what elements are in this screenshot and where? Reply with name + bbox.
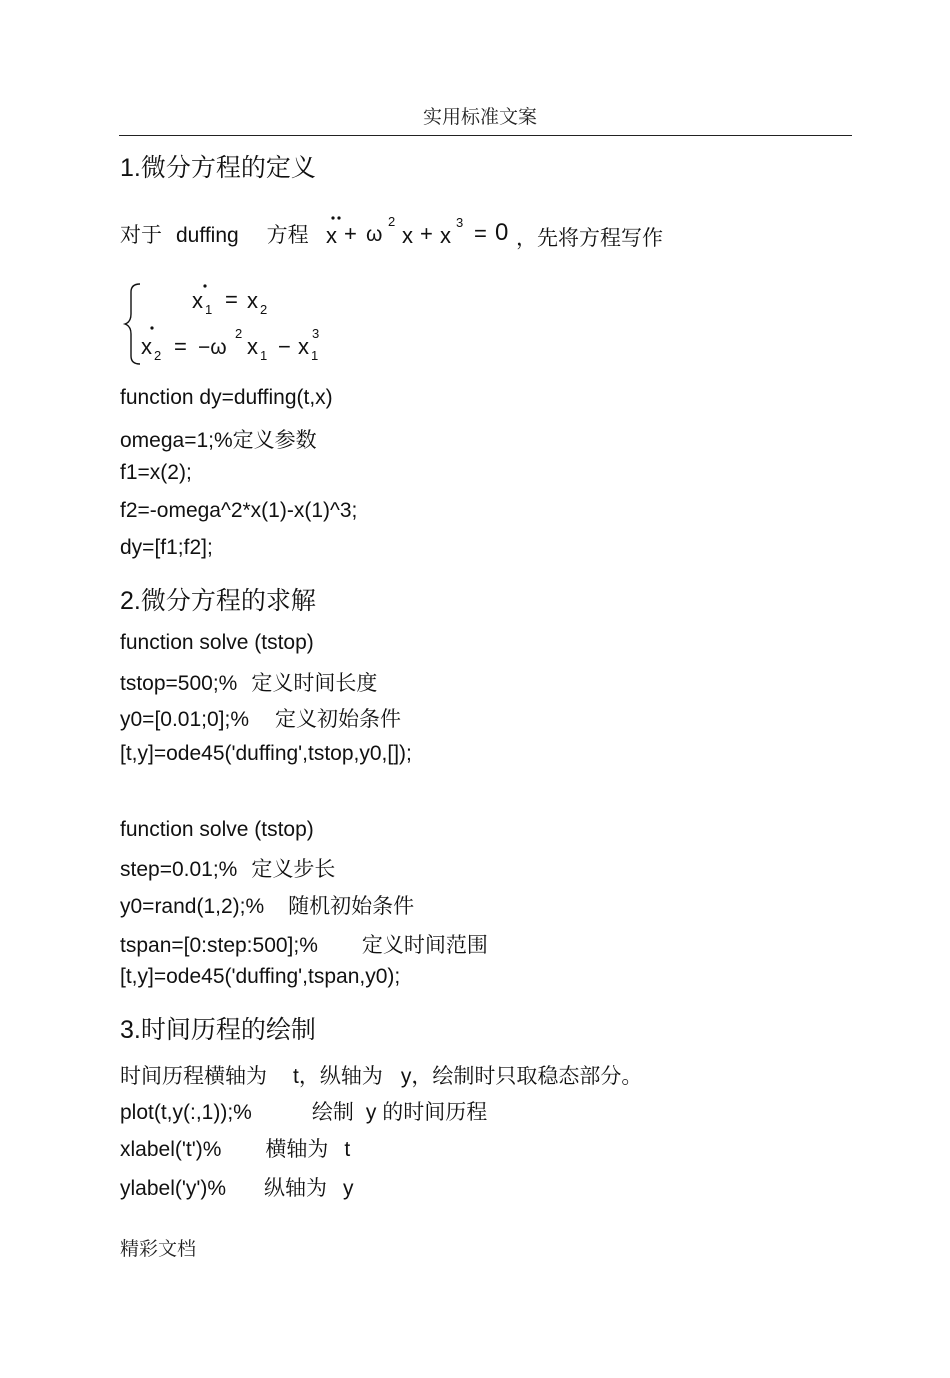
row2-minus: −: [278, 334, 291, 359]
code: tstop=500;%: [120, 672, 238, 695]
code-line: function dy=duffing(t,x): [120, 386, 333, 409]
comment: 绘制: [311, 1101, 354, 1124]
code-line: [120, 631, 314, 655]
comment-tail: y: [343, 1177, 354, 1200]
code: [t,y]=ode45('duffing',tstop,y0,[]);: [120, 742, 412, 765]
row1-x2: x: [247, 288, 258, 313]
row1-sub: 1: [205, 302, 213, 317]
code: function solve (tstop): [120, 631, 314, 654]
eq-equals: =: [474, 221, 487, 246]
section-3-heading: 3.时间历程的绘制: [120, 1016, 316, 1044]
intro-text-2: 方程: [266, 224, 309, 247]
eq-x-3: x: [440, 223, 451, 248]
row2-x1: x: [247, 334, 258, 359]
row2-dot: [150, 326, 153, 329]
row2-omega-exp: 2: [235, 326, 243, 341]
comment: 定义初始条件: [275, 708, 402, 731]
row1-x: x: [192, 288, 203, 313]
footer-text: 精彩文档: [120, 1238, 197, 1260]
code-line: [120, 929, 488, 959]
code: [t,y]=ode45('duffing',tspan,y0);: [120, 965, 401, 988]
intro-duffing: duffing: [176, 224, 239, 247]
eq-omega-exp: 2: [388, 214, 396, 229]
eq-x-exp: 3: [456, 215, 464, 230]
row1-eq: =: [225, 287, 238, 312]
row1-dot: [203, 284, 206, 287]
comment-tail: y 的时间历程: [365, 1101, 488, 1124]
code-line: f2=-omega^2*x(1)-x(1)^3;: [120, 499, 358, 522]
comment: 定义时间长度: [251, 672, 378, 695]
eq-x-2: x: [402, 223, 413, 248]
code: plot(t,y(:,1));%: [120, 1101, 252, 1124]
comment-tail: t: [344, 1138, 351, 1161]
header-divider: [119, 135, 852, 136]
comment: 定义时间范围: [361, 934, 488, 957]
code-line: dy=[f1;f2];: [120, 536, 213, 559]
code-line: f1=x(2);: [120, 461, 192, 484]
row2-x: x: [141, 334, 152, 359]
eq-x: x: [326, 223, 337, 248]
code: function solve (tstop): [120, 818, 314, 841]
row2-x1b-sub: 1: [311, 348, 319, 363]
code-line: [120, 1172, 354, 1202]
comment: 定义步长: [251, 858, 336, 881]
header-title: 实用标准文案: [422, 106, 537, 128]
code-line: [120, 853, 335, 883]
eq-zero: 0: [495, 219, 509, 246]
code: tspan=[0:step:500];%: [120, 934, 318, 957]
code-line: [120, 965, 400, 989]
comment: 横轴为: [265, 1138, 329, 1161]
code: step=0.01;%: [120, 858, 238, 881]
code-line: [120, 742, 412, 766]
code: y0=[0.01;0];%: [120, 708, 250, 731]
row2-eq: =: [174, 334, 187, 359]
section-1-heading: 1.微分方程的定义: [120, 154, 316, 182]
system-brace: [125, 284, 140, 364]
row2-sub: 2: [154, 348, 162, 363]
code-line: [120, 1096, 487, 1126]
comment: 随机初始条件: [288, 895, 415, 918]
eq-double-dot-2: [337, 216, 340, 219]
eq-omega: ω: [366, 223, 383, 246]
code-line: [120, 1133, 350, 1163]
code-line: [120, 890, 414, 920]
row2-x1-sub: 1: [260, 348, 268, 363]
row2-x1b: x: [298, 334, 309, 359]
code-line: [120, 818, 314, 842]
intro-text: y，绘制时只取稳态部分。: [400, 1065, 643, 1088]
eq-double-dot-1: [331, 216, 334, 219]
eq-plus-2: +: [420, 221, 433, 246]
code: y0=rand(1,2);%: [120, 895, 265, 918]
row2-neg-omega: −ω: [198, 336, 227, 359]
eq-plus-1: +: [344, 221, 357, 246]
intro-line-1-tail: ，先将方程写作: [516, 227, 663, 250]
intro-text: t，纵轴为: [293, 1065, 383, 1088]
code-line: omega=1;%定义参数: [120, 429, 317, 452]
row1-x2-sub: 2: [260, 302, 268, 317]
code: xlabel('t')%: [120, 1138, 222, 1161]
section-2-heading: 2.微分方程的求解: [120, 587, 316, 615]
intro-text-1: 对于: [120, 224, 162, 247]
duffing-equation: [322, 210, 522, 254]
code-line: [120, 703, 401, 733]
intro-line-3: [120, 1060, 642, 1090]
comment: 纵轴为: [264, 1177, 328, 1200]
intro-text: 时间历程横轴为: [120, 1065, 267, 1088]
ode-system: [120, 278, 340, 370]
intro-line-1: [120, 219, 309, 249]
code: ylabel('y')%: [120, 1177, 227, 1200]
row2-x1b-exp: 3: [312, 326, 320, 341]
code-line: [120, 667, 377, 697]
